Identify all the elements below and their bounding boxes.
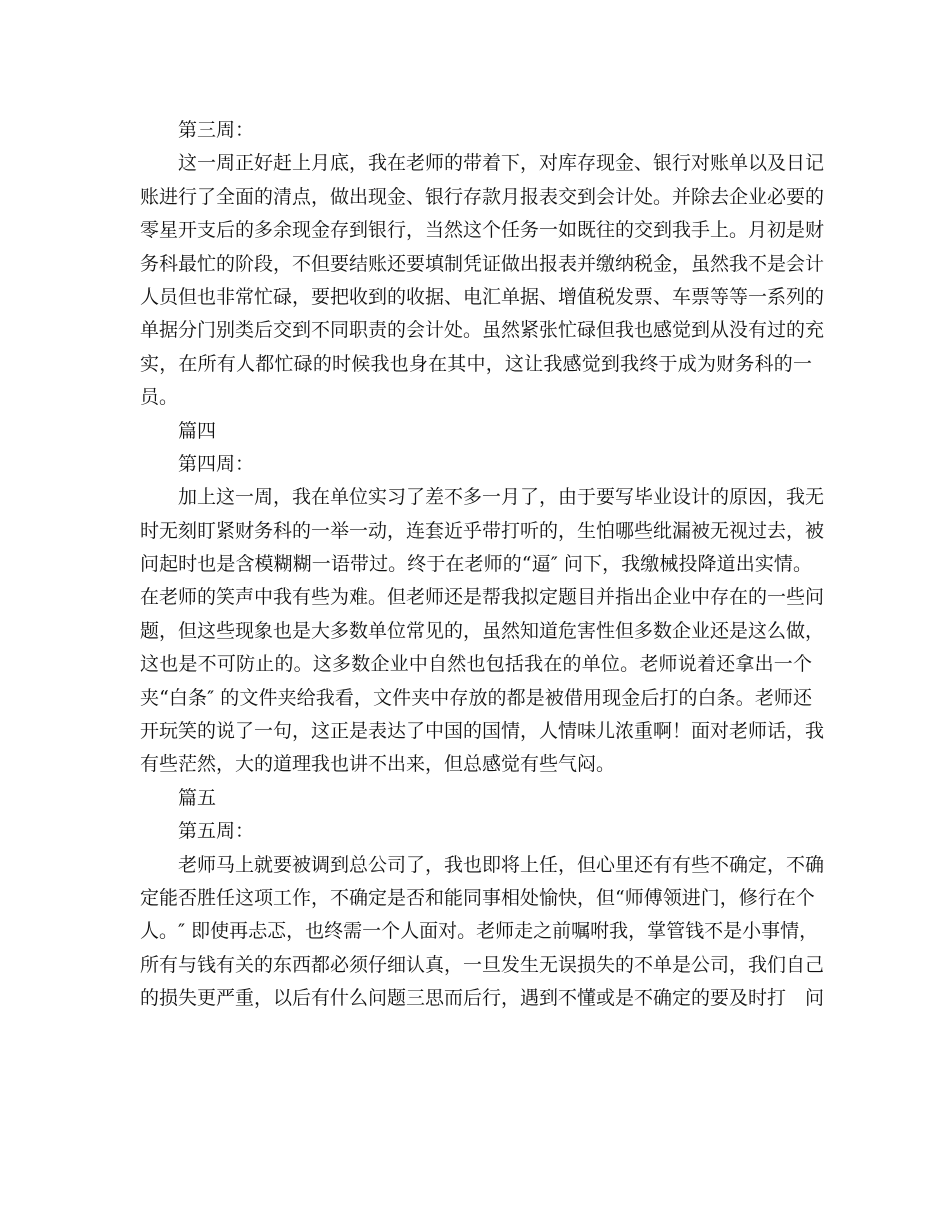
paragraph-line: 问起时也是含模糊糊一语带过。终于在老师的“逼″ 问下，我缴械投降道出实情。 <box>140 553 812 576</box>
paragraph-line: 有些茫然，大的道理我也讲不出来，但总感觉有些气闷。 <box>140 753 616 776</box>
section-5-title: 篇五 <box>178 786 217 809</box>
paragraph-line: 务科最忙的阶段，不但要结账还要填制凭证做出报表并缴纳税金，虽然我不是会计 <box>140 252 825 275</box>
paragraph-line: 人员但也非常忙碌，要把收到的收据、电汇单据、增值税发票、车票等等一系列的 <box>140 285 825 308</box>
document-body <box>140 114 825 1016</box>
paragraph-line: 定能否胜任这项工作，不确定是否和能同事相处愉快，但“师傅领进门，修行在个 <box>140 886 815 909</box>
section-4-title: 篇四 <box>178 419 217 442</box>
paragraph-line: 的损失更严重，以后有什么问题三思而后行，遇到不懂或是不确定的要及时打 问 <box>140 987 825 1010</box>
paragraph-line: 人。″ 即使再忐忑，也终需一个人面对。老师走之前嘱咐我，掌管钱不是小事情， <box>140 920 819 943</box>
paragraph-line: 账进行了全面的清点，做出现金、银行存款月报表交到会计处。并除去企业必要的 <box>140 185 825 208</box>
paragraph-line: 时无刻盯紧财务科的一举一动，连套近乎带打听的，生怕哪些纰漏被无视过去，被 <box>140 519 825 542</box>
paragraph-line: 在老师的笑声中我有些为难。但老师还是帮我拟定题目并指出企业中存在的一些问 <box>140 586 825 609</box>
paragraph-line: 这也是不可防止的。这多数企业中自然也包括我在的单位。老师说着还拿出一个 <box>140 653 812 676</box>
paragraph-line: 实，在所有人都忙碌的时候我也身在其中，这让我感觉到我终于成为财务科的一 <box>140 352 812 375</box>
paragraph-line: 零星开支后的多余现金存到银行，当然这个任务一如既往的交到我手上。月初是财 <box>140 219 825 242</box>
paragraph-line: 开玩笑的说了一句，这正是表达了中国的国情，人情味儿浓重啊！面对老师话，我 <box>140 720 825 743</box>
paragraph-line: 这一周正好赶上月底，我在老师的带着下，对库存现金、银行对账单以及日记 <box>178 152 825 175</box>
paragraph-line: 加上这一周，我在单位实习了差不多一月了，由于要写毕业设计的原因，我无 <box>178 486 825 509</box>
paragraph-line: 单据分门别类后交到不同职责的会计处。虽然紧张忙碌但我也感觉到从没有过的充 <box>140 319 825 342</box>
week4-heading: 第四周： <box>178 452 255 475</box>
paragraph-line: 夹“白条″ 的文件夹给我看，文件夹中存放的都是被借用现金后打的白条。老师还 <box>140 686 812 709</box>
paragraph-line: 题，但这些现象也是大多数单位常见的，虽然知道危害性但多数企业还是这么做， <box>140 619 825 642</box>
paragraph-line: 员。 <box>140 386 179 409</box>
paragraph-line: 老师马上就要被调到总公司了，我也即将上任，但心里还有有些不确定，不确 <box>178 853 825 876</box>
week3-heading: 第三周： <box>178 119 255 141</box>
week5-heading: 第五周： <box>178 820 255 843</box>
paragraph-line: 所有与钱有关的东西都必须仔细认真，一旦发生无误损失的不单是公司，我们自己 <box>140 953 825 976</box>
